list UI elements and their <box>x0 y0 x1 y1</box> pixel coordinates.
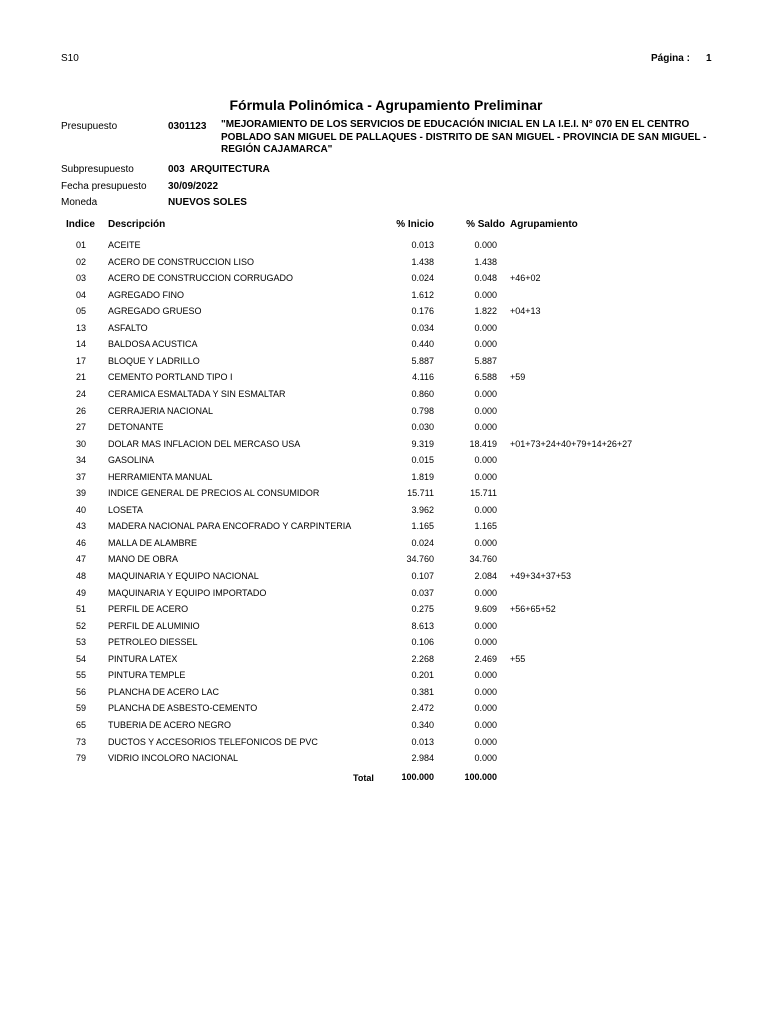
cell-inicio: 1.438 <box>411 256 434 267</box>
table-row <box>0 306 768 322</box>
page-number: 1 <box>706 53 712 64</box>
presupuesto-label: Presupuesto <box>61 121 118 132</box>
cell-inicio: 0.275 <box>411 604 434 615</box>
cell-indice: 03 <box>75 273 86 284</box>
cell-saldo: 0.000 <box>474 455 497 466</box>
table-row <box>0 670 768 686</box>
cell-inicio: 2.472 <box>411 703 434 714</box>
cell-inicio: 0.798 <box>411 405 434 416</box>
table-row <box>0 439 768 455</box>
cell-inicio: 15.711 <box>407 488 434 499</box>
cell-inicio: 0.860 <box>411 388 434 399</box>
cell-indice: 26 <box>75 405 86 416</box>
cell-agrupamiento: +46+02 <box>510 273 541 284</box>
page-label: Página : <box>651 53 690 64</box>
cell-inicio: 4.116 <box>412 372 434 383</box>
header-descripcion: Descripción <box>108 219 166 230</box>
cell-descripcion: MALLA DE ALAMBRE <box>108 537 198 548</box>
cell-indice: 05 <box>75 306 86 317</box>
table-row <box>0 290 768 306</box>
cell-descripcion: TUBERIA DE ACERO NEGRO <box>108 719 232 730</box>
cell-descripcion: INDICE GENERAL DE PRECIOS AL CONSUMIDOR <box>108 488 320 499</box>
cell-indice: 46 <box>75 537 86 548</box>
cell-saldo: 2.084 <box>474 571 497 581</box>
cell-indice: 73 <box>75 736 86 747</box>
cell-inicio: 34.760 <box>406 554 434 565</box>
cell-indice: 17 <box>75 355 86 366</box>
cell-saldo: 0.000 <box>474 670 497 681</box>
cell-indice: 02 <box>75 256 86 267</box>
cell-indice: 48 <box>75 571 86 581</box>
cell-indice: 65 <box>75 719 86 730</box>
cell-descripcion: PLANCHA DE ASBESTO-CEMENTO <box>108 703 258 714</box>
cell-saldo: 0.000 <box>474 587 497 598</box>
table-row <box>0 538 768 554</box>
cell-descripcion: MADERA NACIONAL PARA ENCOFRADO Y CARPINTERIA <box>108 521 352 532</box>
cell-inicio: 0.106 <box>411 637 434 648</box>
table-row <box>0 687 768 703</box>
cell-indice: 40 <box>75 504 86 515</box>
cell-indice: 43 <box>75 521 86 532</box>
cell-indice: 55 <box>75 670 86 681</box>
cell-agrupamiento: +59 <box>510 372 526 383</box>
cell-descripcion: LOSETA <box>108 504 143 515</box>
cell-descripcion: HERRAMIENTA MANUAL <box>108 471 213 482</box>
presupuesto-description: "MEJORAMIENTO DE LOS SERVICIOS DE EDUCACIÓN INICIAL EN LA I.E.I. N° 070 EN EL CENTRO POBLADO SAN MIGUEL DE PALLAQUES - DISTRITO DE SAN MIGUEL - PROVINCIA DE SAN MIGUEL - REGIÓN CAJAMARCA" <box>221 119 707 155</box>
cell-inicio: 0.024 <box>411 537 434 548</box>
cell-inicio: 1.165 <box>411 521 434 532</box>
cell-descripcion: ACERO DE CONSTRUCCION CORRUGADO <box>108 273 294 284</box>
cell-descripcion: ACERO DE CONSTRUCCION LISO <box>108 256 255 267</box>
cell-saldo: 0.000 <box>474 339 497 350</box>
cell-descripcion: PINTURA LATEX <box>108 653 178 664</box>
table-row <box>0 240 768 256</box>
cell-indice: 27 <box>75 422 86 433</box>
cell-descripcion: BALDOSA ACUSTICA <box>108 339 198 350</box>
subpresupuesto-value: 003 ARQUITECTURA <box>168 164 270 175</box>
cell-indice: 24 <box>75 388 86 399</box>
cell-agrupamiento: +55 <box>510 653 526 664</box>
total-label: Total <box>353 773 374 783</box>
table-row <box>0 588 768 604</box>
cell-saldo: 5.887 <box>474 355 497 366</box>
cell-indice: 21 <box>75 372 86 383</box>
cell-inicio: 8.613 <box>411 620 434 631</box>
cell-saldo: 1.438 <box>474 256 497 267</box>
table-row <box>0 339 768 355</box>
cell-inicio: 0.440 <box>411 339 434 350</box>
cell-inicio: 0.340 <box>411 719 434 730</box>
cell-descripcion: PLANCHA DE ACERO LAC <box>108 686 220 697</box>
cell-saldo: 0.000 <box>474 620 497 631</box>
cell-agrupamiento: +01+73+24+40+79+14+26+27 <box>510 438 633 449</box>
presupuesto-code: 0301123 <box>168 121 207 132</box>
table-row <box>0 637 768 653</box>
cell-indice: 39 <box>75 488 86 499</box>
cell-descripcion: DUCTOS Y ACCESORIOS TELEFONICOS DE PVC <box>108 736 318 747</box>
cell-indice: 04 <box>75 289 86 300</box>
cell-inicio: 0.013 <box>411 736 434 747</box>
cell-inicio: 0.024 <box>411 273 434 284</box>
cell-descripcion: MANO DE OBRA <box>108 554 179 565</box>
cell-descripcion: DETONANTE <box>108 422 164 433</box>
table-row <box>0 753 768 769</box>
cell-inicio: 0.381 <box>411 686 434 697</box>
table-row <box>0 720 768 736</box>
cell-saldo: 0.000 <box>474 240 497 250</box>
cell-descripcion: CERRAJERIA NACIONAL <box>108 405 214 416</box>
cell-saldo: 0.000 <box>474 537 497 548</box>
cell-inicio: 5.887 <box>411 355 434 366</box>
cell-descripcion: GASOLINA <box>108 455 155 466</box>
cell-inicio: 0.015 <box>411 455 434 466</box>
table-row <box>0 621 768 637</box>
table-row <box>0 554 768 570</box>
report-code: S10 <box>61 53 79 64</box>
cell-saldo: 0.000 <box>474 405 497 416</box>
cell-descripcion: BLOQUE Y LADRILLO <box>108 355 200 366</box>
table-row <box>0 505 768 521</box>
total-saldo: 100.000 <box>464 772 497 782</box>
cell-agrupamiento: +56+65+52 <box>510 604 556 615</box>
moneda-value: NUEVOS SOLES <box>168 197 247 208</box>
cell-indice: 52 <box>75 620 86 631</box>
cell-descripcion: MAQUINARIA Y EQUIPO NACIONAL <box>108 571 259 581</box>
cell-saldo: 0.000 <box>474 388 497 399</box>
cell-indice: 47 <box>75 554 86 565</box>
table-row <box>0 257 768 273</box>
table-row <box>0 521 768 537</box>
cell-saldo: 34.760 <box>469 554 497 565</box>
cell-saldo: 6.588 <box>474 372 497 383</box>
cell-inicio: 0.030 <box>411 422 434 433</box>
cell-saldo: 0.000 <box>474 686 497 697</box>
table-row <box>0 472 768 488</box>
table-row <box>0 455 768 471</box>
table-row <box>0 488 768 504</box>
cell-indice: 54 <box>75 653 86 664</box>
header-saldo: % Saldo <box>466 219 505 230</box>
fecha-value: 30/09/2022 <box>168 181 219 192</box>
table-row <box>0 703 768 719</box>
cell-saldo: 0.000 <box>474 322 497 333</box>
cell-inicio: 0.037 <box>411 587 434 598</box>
table-row <box>0 737 768 753</box>
cell-indice: 56 <box>75 686 86 697</box>
cell-saldo: 2.469 <box>474 653 497 664</box>
cell-indice: 30 <box>75 438 86 449</box>
table-row <box>0 323 768 339</box>
cell-descripcion: PETROLEO DIESSEL <box>108 637 198 648</box>
cell-descripcion: PINTURA TEMPLE <box>108 670 186 681</box>
cell-saldo: 18.419 <box>469 438 497 449</box>
cell-indice: 53 <box>75 637 86 648</box>
moneda-label: Moneda <box>61 197 98 208</box>
table-row <box>0 273 768 289</box>
cell-indice: 01 <box>75 240 86 250</box>
cell-inicio: 1.612 <box>411 289 434 300</box>
cell-descripcion: VIDRIO INCOLORO NACIONAL <box>108 753 239 764</box>
table-row <box>0 389 768 405</box>
cell-indice: 59 <box>75 703 86 714</box>
table-row <box>0 356 768 372</box>
table-row <box>0 604 768 620</box>
cell-inicio: 3.962 <box>411 504 434 515</box>
cell-inicio: 2.984 <box>411 753 434 764</box>
cell-indice: 51 <box>75 604 86 615</box>
cell-descripcion: PERFIL DE ALUMINIO <box>108 620 200 631</box>
cell-descripcion: CERAMICA ESMALTADA Y SIN ESMALTAR <box>108 388 286 399</box>
cell-indice: 49 <box>75 587 86 598</box>
cell-saldo: 15.711 <box>470 488 497 499</box>
table-row <box>0 406 768 422</box>
cell-agrupamiento: +49+34+37+53 <box>510 571 572 581</box>
cell-inicio: 0.107 <box>411 571 434 581</box>
header-inicio: % Inicio <box>396 219 434 230</box>
cell-saldo: 0.000 <box>474 422 497 433</box>
fecha-label: Fecha presupuesto <box>61 181 147 192</box>
cell-indice: 14 <box>75 339 86 350</box>
table-row <box>0 372 768 388</box>
table-row <box>0 571 768 587</box>
cell-descripcion: DOLAR MAS INFLACION DEL MERCASO USA <box>108 438 301 449</box>
cell-saldo: 0.000 <box>474 471 497 482</box>
cell-descripcion: MAQUINARIA Y EQUIPO IMPORTADO <box>108 587 267 598</box>
cell-indice: 13 <box>75 322 86 333</box>
cell-saldo: 0.000 <box>474 736 497 747</box>
cell-inicio: 1.819 <box>411 471 434 482</box>
cell-inicio: 2.268 <box>411 653 434 664</box>
header-agrupamiento: Agrupamiento <box>510 219 578 230</box>
cell-saldo: 0.000 <box>474 289 497 300</box>
table-row <box>0 422 768 438</box>
cell-descripcion: PERFIL DE ACERO <box>108 604 189 615</box>
cell-indice: 79 <box>75 753 86 764</box>
cell-agrupamiento: +04+13 <box>510 306 541 317</box>
cell-saldo: 0.000 <box>474 703 497 714</box>
cell-saldo: 0.000 <box>474 637 497 648</box>
cell-saldo: 1.165 <box>474 521 497 532</box>
cell-descripcion: CEMENTO PORTLAND TIPO I <box>108 372 233 383</box>
header-indice: Indice <box>66 219 95 230</box>
cell-descripcion: ACEITE <box>108 240 141 250</box>
cell-saldo: 0.000 <box>474 504 497 515</box>
cell-inicio: 0.201 <box>411 670 434 681</box>
page-title: Fórmula Polinómica - Agrupamiento Preliminar <box>229 97 543 113</box>
cell-descripcion: ASFALTO <box>108 322 148 333</box>
total-inicio: 100.000 <box>401 772 434 782</box>
cell-indice: 34 <box>75 455 86 466</box>
cell-indice: 37 <box>75 471 86 482</box>
cell-saldo: 0.000 <box>474 719 497 730</box>
cell-saldo: 0.000 <box>474 753 497 764</box>
cell-descripcion: AGREGADO FINO <box>108 289 185 300</box>
table-row <box>0 654 768 670</box>
cell-inicio: 9.319 <box>411 438 434 449</box>
cell-inicio: 0.013 <box>411 240 434 250</box>
cell-inicio: 0.176 <box>411 306 434 317</box>
cell-descripcion: AGREGADO GRUESO <box>108 306 202 317</box>
cell-saldo: 9.609 <box>474 604 497 615</box>
cell-inicio: 0.034 <box>411 322 434 333</box>
cell-saldo: 1.822 <box>474 306 497 317</box>
subpresupuesto-label: Subpresupuesto <box>61 164 134 175</box>
cell-saldo: 0.048 <box>474 273 497 284</box>
